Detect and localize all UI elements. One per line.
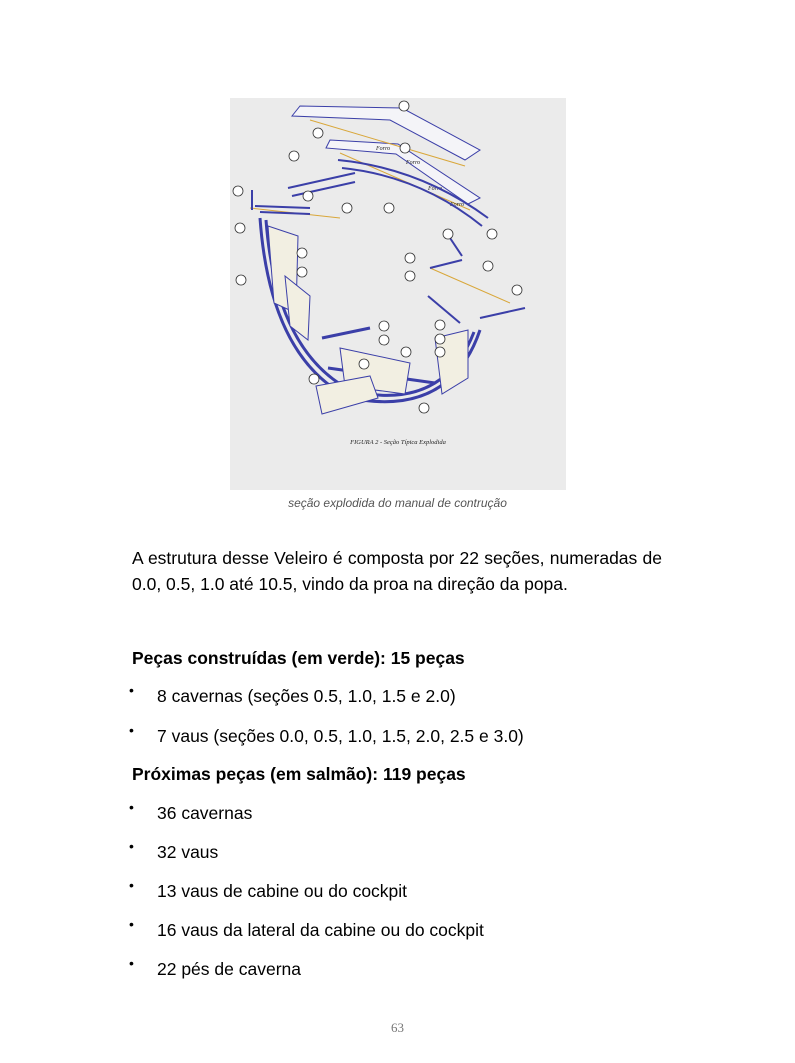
next-pieces-heading: Próximas peças (em salmão): 119 peças	[132, 764, 466, 784]
bullet-icon: •	[129, 838, 134, 854]
built-pieces-heading: Peças construídas (em verde): 15 peças	[132, 648, 465, 668]
page-number: 63	[391, 1020, 404, 1035]
forro-label: Forro	[428, 186, 443, 192]
bullet-icon: •	[129, 799, 134, 815]
forro-label: Forro	[376, 146, 391, 152]
bullet-icon: •	[129, 955, 134, 971]
figure-caption: seção explodida do manual de contrução	[288, 496, 507, 510]
bullet-icon: •	[129, 877, 134, 893]
forro-label: Forro	[450, 202, 465, 208]
exploded-section-figure	[230, 98, 566, 490]
bullet-icon: •	[129, 916, 134, 932]
figure-title: FIGURA 2 - Seção Típica Explodida	[350, 439, 446, 446]
bullet-icon: •	[129, 722, 134, 738]
forro-label: Forro	[406, 160, 421, 166]
bullet-icon: •	[129, 682, 134, 698]
intro-paragraph: A estrutura desse Veleiro é composta por 22 seções, numeradas de 0.0, 0.5, 1.0 até 10.5, vindo da proa na direção da popa.	[132, 548, 662, 594]
exploded-section-drawing	[230, 98, 566, 490]
